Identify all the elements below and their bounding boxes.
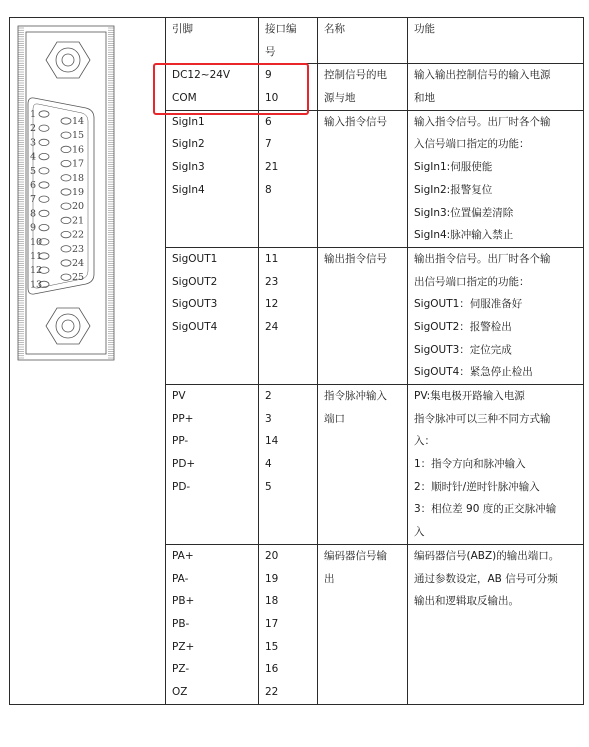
function-line: 和地 <box>414 92 435 105</box>
pin-number: 16 <box>265 663 279 676</box>
pin-label: SigIn4 <box>172 183 205 196</box>
function-line: 入： <box>414 435 435 448</box>
header-name-label: 名称 <box>324 23 345 35</box>
pin-label: PD+ <box>172 458 196 471</box>
pin-socket <box>61 146 71 152</box>
header-function-label: 功能 <box>414 23 435 35</box>
empty-line <box>259 361 317 384</box>
empty-line <box>318 430 407 453</box>
function-line: 1：指令方向和脉冲输入 <box>414 458 526 471</box>
pin-number-label: 22 <box>72 229 85 241</box>
pin-label: PB+ <box>172 595 195 608</box>
pin-socket <box>39 168 49 174</box>
pin-number: 18 <box>265 595 279 608</box>
pin-number: 21 <box>265 161 279 174</box>
empty-line <box>408 636 583 659</box>
db25-connector-diagram <box>16 24 116 364</box>
pin-number: 6 <box>265 115 272 128</box>
screw-hole <box>62 54 74 66</box>
pin-number-label: 25 <box>72 272 85 284</box>
pin-number-label: 4 <box>30 151 37 163</box>
header-number-label-line2: 号 <box>265 45 276 58</box>
connector-outer-frame <box>18 26 114 360</box>
screw-hex <box>46 308 90 344</box>
pin-number: 20 <box>265 549 279 562</box>
empty-line <box>318 156 407 179</box>
pin-number-label: 19 <box>72 187 85 198</box>
empty-line <box>318 658 407 681</box>
pin-label: PA+ <box>172 549 194 562</box>
pin-number-label: 18 <box>72 172 85 184</box>
pin-socket <box>61 231 71 237</box>
function-line: 指令脉冲可以三种不同方式输 <box>414 412 551 425</box>
pin-number-label: 20 <box>72 201 85 213</box>
signal-name-line: 输出指令信号 <box>324 252 387 265</box>
pin-number-label: 9 <box>30 222 37 234</box>
pin-number-label: 17 <box>72 158 85 170</box>
pin-number: 8 <box>265 183 272 196</box>
pin-label: PP- <box>172 435 189 448</box>
pin-number-label: 13 <box>30 279 43 291</box>
pin-socket <box>61 160 71 166</box>
header-pin-label: 引脚 <box>172 23 193 35</box>
pin-socket <box>61 260 71 266</box>
function-line: SigOUT2：报警检出 <box>414 320 512 333</box>
pin-number: 12 <box>265 298 279 311</box>
empty-line <box>318 224 407 247</box>
pin-label: PB- <box>172 617 190 630</box>
pin-cell <box>166 247 259 384</box>
pin-label: OZ <box>172 685 188 698</box>
pin-label: PZ+ <box>172 640 195 653</box>
signal-name-line: 输入指令信号 <box>324 115 387 128</box>
connector-diagram-cell <box>10 18 166 705</box>
pin-number: 11 <box>265 252 279 265</box>
pin-socket <box>61 217 71 223</box>
name-cell <box>318 110 408 247</box>
empty-line <box>318 179 407 202</box>
empty-line <box>259 202 317 225</box>
empty-line <box>408 658 583 681</box>
pin-socket <box>39 153 49 159</box>
function-cell <box>408 385 584 545</box>
pin-cell <box>166 385 259 545</box>
screw-ring <box>56 314 80 338</box>
function-line: 2：顺时针/逆时针脉冲输入 <box>414 480 540 493</box>
number-cell <box>259 110 318 247</box>
empty-line <box>259 339 317 362</box>
pin-number-label: 1 <box>30 109 37 120</box>
empty-line <box>318 202 407 225</box>
pin-label: SigOUT2 <box>172 275 218 288</box>
pin-number-label: 8 <box>30 208 37 220</box>
pin-number: 17 <box>265 617 279 630</box>
signal-name-line: 控制信号的电 <box>324 69 387 82</box>
empty-line <box>166 521 258 544</box>
highlight-box <box>153 63 309 115</box>
pin-socket <box>39 196 49 202</box>
pin-number: 2 <box>265 390 272 402</box>
pin-number-label: 23 <box>72 243 85 255</box>
number-cell <box>259 544 318 704</box>
empty-line <box>318 271 407 294</box>
function-line: 入 <box>414 526 425 539</box>
pin-number: 4 <box>265 458 272 471</box>
pin-socket <box>61 175 71 181</box>
pin-label: SigOUT1 <box>172 252 218 265</box>
pin-number-label: 6 <box>30 180 37 191</box>
empty-line <box>318 339 407 362</box>
name-cell <box>318 544 408 704</box>
empty-line <box>259 521 317 544</box>
function-line: 通过参数设定，AB 信号可分频 <box>414 572 558 585</box>
empty-line <box>166 361 258 384</box>
number-cell <box>259 247 318 384</box>
function-line: 输出指令信号。出厂时各个输 <box>414 252 551 265</box>
pin-socket <box>61 203 71 209</box>
header-number <box>259 18 318 64</box>
pin-number: 10 <box>265 92 279 105</box>
pin-label: SigIn3 <box>172 161 205 174</box>
empty-line <box>318 636 407 659</box>
header-pin <box>166 18 259 64</box>
pin-label: PA- <box>172 572 189 585</box>
table-header-row <box>10 18 584 64</box>
function-line: 输入输出控制信号的输入电源 <box>414 69 551 82</box>
pin-number-label: 2 <box>30 123 37 135</box>
pin-number-label: 21 <box>72 215 85 227</box>
pin-socket <box>39 125 49 131</box>
empty-line <box>318 476 407 499</box>
pin-number-label: 14 <box>72 116 85 127</box>
pin-label: DC12~24V <box>172 69 231 82</box>
empty-line <box>259 224 317 247</box>
name-cell <box>318 385 408 545</box>
pin-number: 15 <box>265 640 279 653</box>
pin-label: PZ- <box>172 663 190 676</box>
function-line: 3：相位差 90 度的正交脉冲输 <box>414 503 557 516</box>
signal-name-line: 端口 <box>324 412 345 425</box>
pin-number-label: 11 <box>30 251 43 262</box>
empty-line <box>166 339 258 362</box>
pin-number: 14 <box>265 435 279 448</box>
pin-socket <box>39 224 49 230</box>
function-line: 出信号端口指定的功能： <box>414 275 530 288</box>
pin-number-label: 12 <box>30 265 43 277</box>
pin-number-label: 10 <box>30 236 43 248</box>
function-line: 入信号端口指定的功能： <box>414 138 530 151</box>
function-line: SigIn3:位置偏差清除 <box>414 206 514 219</box>
pin-socket <box>61 118 71 124</box>
pin-cell <box>166 544 259 704</box>
signal-name-line: 编码器信号输 <box>324 549 387 562</box>
function-line: PV:集电极开路输入电源 <box>414 390 525 402</box>
signal-name-line: 源与地 <box>324 92 356 105</box>
header-function <box>408 18 584 64</box>
screw-hole <box>62 320 74 332</box>
pin-label: SigIn2 <box>172 138 205 151</box>
function-cell <box>408 110 584 247</box>
number-cell <box>259 385 318 545</box>
function-line: SigOUT3：定位完成 <box>414 343 512 356</box>
pin-cell <box>166 110 259 247</box>
pin-label: SigOUT4 <box>172 320 218 333</box>
empty-line <box>318 521 407 544</box>
pin-number: 19 <box>265 572 279 585</box>
empty-line <box>318 590 407 613</box>
function-line: SigIn4:脉冲输入禁止 <box>414 229 514 242</box>
empty-line <box>318 498 407 521</box>
empty-line <box>318 316 407 339</box>
function-line: SigIn1:伺服使能 <box>414 161 493 174</box>
pin-number: 22 <box>265 685 279 698</box>
empty-line <box>166 498 258 521</box>
pin-label: SigOUT3 <box>172 298 218 311</box>
pin-number: 24 <box>265 320 279 333</box>
empty-line <box>318 613 407 636</box>
screw-hex <box>46 42 90 78</box>
signal-name-line: 指令脉冲输入 <box>324 390 387 402</box>
function-line: 编码器信号(ABZ)的输出端口。 <box>414 549 560 562</box>
pin-number: 9 <box>265 69 272 82</box>
pin-number: 7 <box>265 138 272 151</box>
function-line: SigOUT1：伺服准备好 <box>414 298 523 311</box>
pin-label: SigIn1 <box>172 115 205 128</box>
pin-number: 23 <box>265 275 279 288</box>
function-line: 输入指令信号。出厂时各个输 <box>414 115 551 128</box>
empty-line <box>318 361 407 384</box>
pin-label: COM <box>172 92 197 105</box>
name-cell <box>318 247 408 384</box>
pin-number-label: 24 <box>72 258 85 269</box>
function-cell <box>408 247 584 384</box>
pin-number: 3 <box>265 412 272 425</box>
empty-line <box>259 498 317 521</box>
function-line: SigOUT4：紧急停止检出 <box>414 366 533 379</box>
pin-socket <box>39 182 49 188</box>
empty-line <box>318 293 407 316</box>
pin-socket <box>39 139 49 145</box>
pin-number-label: 15 <box>72 130 85 142</box>
pin-socket <box>61 189 71 195</box>
function-cell <box>408 544 584 704</box>
screw-ring <box>56 48 80 72</box>
pin-socket <box>61 246 71 252</box>
empty-line <box>318 681 407 704</box>
empty-line <box>408 613 583 636</box>
empty-line <box>408 681 583 704</box>
header-number-label-line1: 接口编 <box>265 23 297 35</box>
pin-number-label: 3 <box>30 137 37 149</box>
function-line: SigIn2:报警复位 <box>414 183 493 196</box>
function-cell <box>408 64 584 110</box>
pin-number-label: 7 <box>30 194 37 206</box>
pin-socket <box>61 274 71 280</box>
pin-label: PD- <box>172 480 191 493</box>
pin-socket <box>39 210 49 216</box>
pin-number-label: 5 <box>30 165 37 177</box>
pin-label: PP+ <box>172 412 194 425</box>
empty-line <box>166 202 258 225</box>
name-cell <box>318 64 408 110</box>
signal-name-line: 出 <box>324 572 335 585</box>
empty-line <box>318 453 407 476</box>
header-name <box>318 18 408 64</box>
pin-number-label: 16 <box>72 144 85 156</box>
empty-line <box>318 133 407 156</box>
pin-label: PV <box>172 390 186 402</box>
pin-number: 5 <box>265 480 272 493</box>
pinout-table <box>9 17 584 705</box>
pin-socket <box>39 111 49 117</box>
pin-socket <box>61 132 71 138</box>
function-line: 输出和逻辑取反输出。 <box>414 595 519 608</box>
empty-line <box>166 224 258 247</box>
